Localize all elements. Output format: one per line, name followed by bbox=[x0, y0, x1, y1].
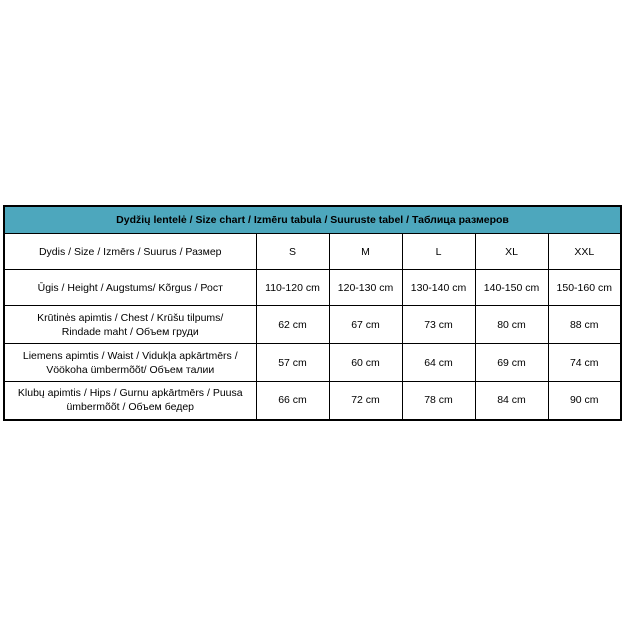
table-cell: 150-160 cm bbox=[548, 270, 621, 306]
size-header-cell: L bbox=[402, 234, 475, 270]
size-header-cell: XL bbox=[475, 234, 548, 270]
row-label-line1: Klubų apimtis / Hips / Gurnu apkārtmērs / Puusa bbox=[17, 387, 243, 400]
row-label bbox=[4, 344, 256, 382]
row-label-line2: Vöökoha ümbermõõt/ Объем талии bbox=[46, 363, 215, 376]
table-cell: 84 cm bbox=[475, 382, 548, 420]
row-label-line1: Krūtinės apimtis / Chest / Krūšu tilpums/ bbox=[37, 311, 224, 324]
table-cell: 74 cm bbox=[548, 344, 621, 382]
table-cell: 64 cm bbox=[402, 344, 475, 382]
row-label-line2: Rindade maht / Объем груди bbox=[61, 325, 199, 338]
table-header-row bbox=[4, 234, 621, 270]
table-cell: 78 cm bbox=[402, 382, 475, 420]
table-cell: 73 cm bbox=[402, 306, 475, 344]
table-row-height bbox=[4, 270, 621, 306]
table-title-row bbox=[4, 206, 621, 234]
table-cell: 66 cm bbox=[256, 382, 329, 420]
table-cell: 90 cm bbox=[548, 382, 621, 420]
table-row-waist bbox=[4, 344, 621, 382]
row-label-line1: Liemens apimtis / Waist / Vidukļa apkārtmērs / bbox=[22, 349, 238, 362]
table-cell: 140-150 cm bbox=[475, 270, 548, 306]
table-cell: 80 cm bbox=[475, 306, 548, 344]
row-label: Ūgis / Height / Augstums/ Kõrgus / Рост bbox=[4, 270, 256, 306]
table-title: Dydžių lentelė / Size chart / Izmēru tabula / Suuruste tabel / Таблица размеров bbox=[4, 206, 621, 234]
table-cell: 67 cm bbox=[329, 306, 402, 344]
table-cell: 60 cm bbox=[329, 344, 402, 382]
table-cell: 72 cm bbox=[329, 382, 402, 420]
table-cell: 62 cm bbox=[256, 306, 329, 344]
size-header-cell: XXL bbox=[548, 234, 621, 270]
row-label-line2: ümbermõõt / Объем бедер bbox=[66, 401, 195, 414]
table-cell: 120-130 cm bbox=[329, 270, 402, 306]
table-cell: 110-120 cm bbox=[256, 270, 329, 306]
table-cell: 69 cm bbox=[475, 344, 548, 382]
table-row-chest bbox=[4, 306, 621, 344]
table-cell: 88 cm bbox=[548, 306, 621, 344]
row-label bbox=[4, 306, 256, 344]
size-label: Dydis / Size / Izmērs / Suurus / Размер bbox=[4, 234, 256, 270]
row-label bbox=[4, 382, 256, 420]
size-chart-table bbox=[3, 205, 622, 421]
size-header-cell: S bbox=[256, 234, 329, 270]
size-header-cell: M bbox=[329, 234, 402, 270]
table-row-hips bbox=[4, 382, 621, 420]
table-cell: 57 cm bbox=[256, 344, 329, 382]
table-cell: 130-140 cm bbox=[402, 270, 475, 306]
